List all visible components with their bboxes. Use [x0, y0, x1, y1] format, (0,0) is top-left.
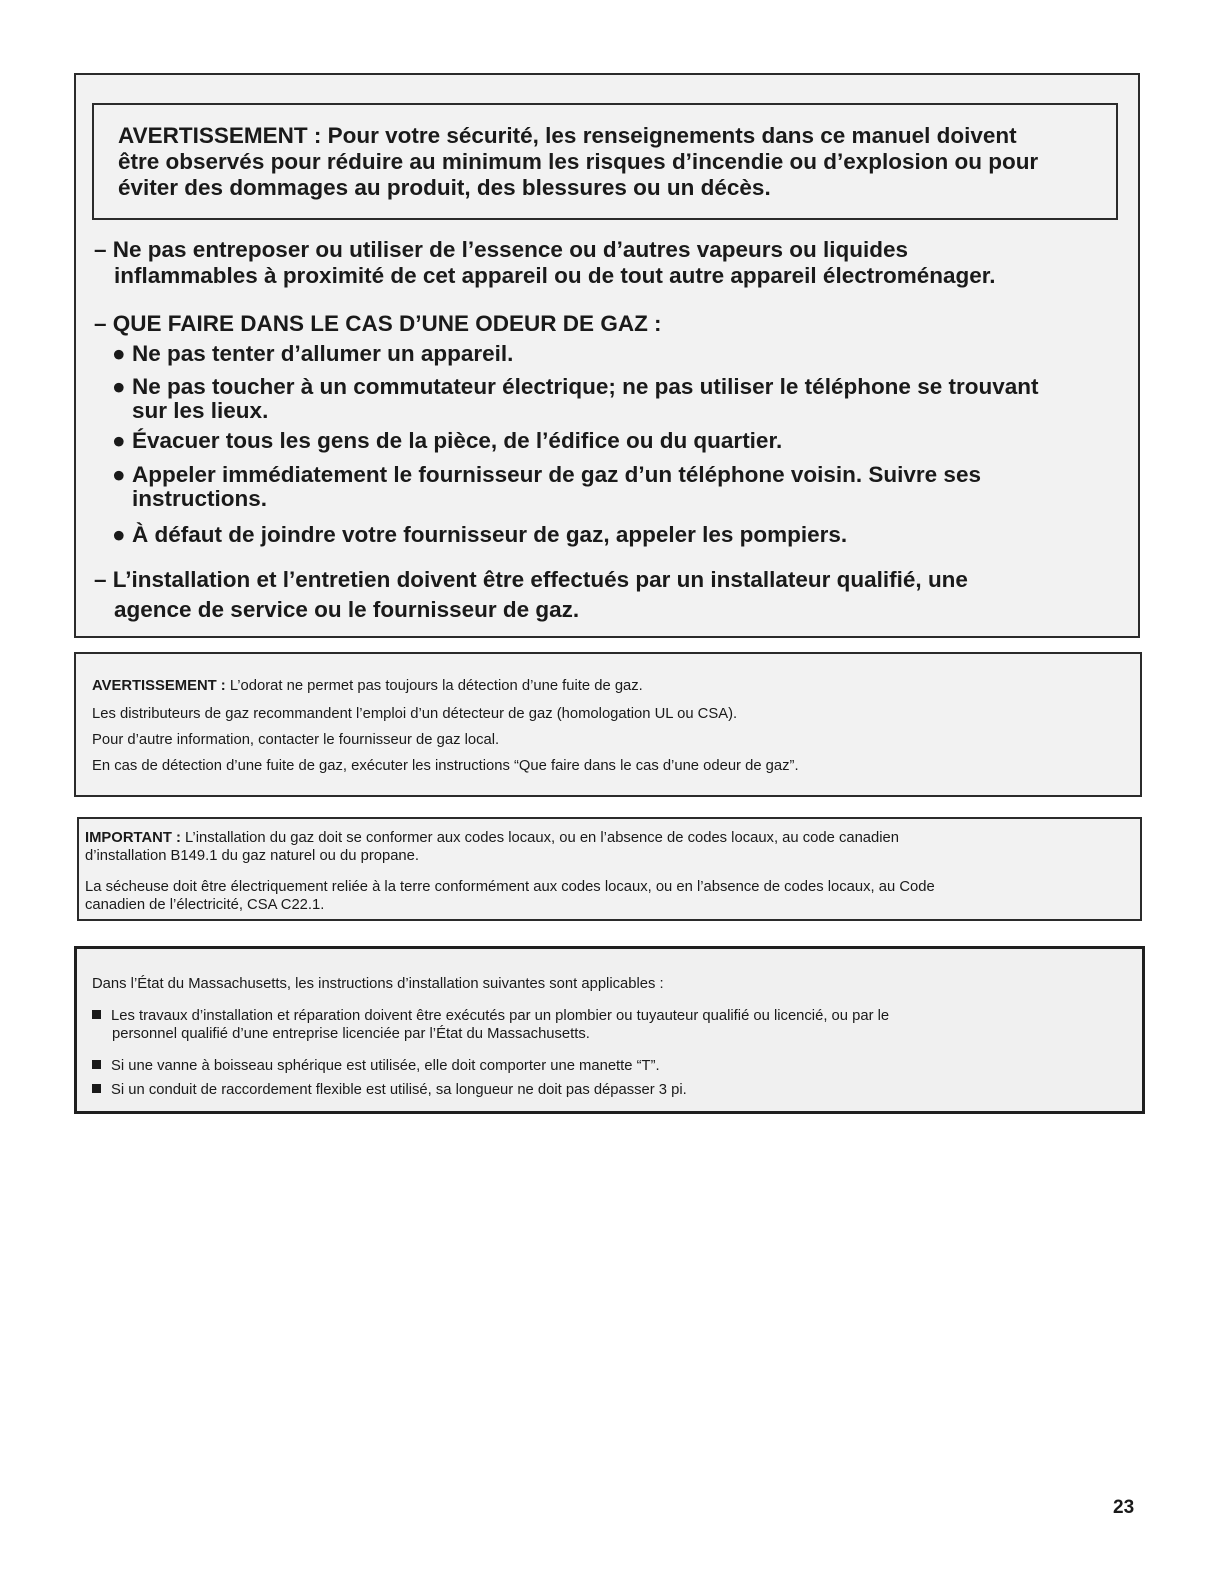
safety-warning-line-3: éviter des dommages au produit, des blessures ou un décès.	[118, 175, 771, 200]
massachusetts-list-item	[92, 1081, 1122, 1099]
bullet-line-1: Ne pas tenter d’allumer un appareil.	[132, 341, 514, 366]
odor-warning-line-3: Pour d’autre information, contacter le fournisseur de gaz local.	[92, 732, 500, 748]
page-number: 23	[1113, 1497, 1135, 1518]
bullet-item	[112, 523, 1112, 547]
important-label: IMPORTANT :	[85, 830, 181, 846]
bullet-line-2: instructions.	[132, 486, 268, 511]
safety-warning-line-1: AVERTISSEMENT : Pour votre sécurité, les renseignements dans ce manuel doivent	[118, 123, 1017, 148]
important-paragraph-2	[85, 878, 1125, 914]
important-para1-line-1	[85, 829, 1125, 847]
mass-item-line-1: Si une vanne à boisseau sphérique est utilisée, elle doit comporter une manette “T”.	[111, 1058, 660, 1074]
important-paragraph-1	[85, 829, 1125, 865]
bullet-dot-icon: ●	[112, 462, 126, 487]
square-bullet-icon	[92, 1060, 101, 1069]
mass-item-line-1: Les travaux d’installation et réparation doivent être exécutés par un plombier ou tuyauteur qualifié ou licencié, ou par le	[111, 1008, 890, 1024]
bullet-item	[112, 429, 1112, 453]
dash-item-line-1: – QUE FAIRE DANS LE CAS D’UNE ODEUR DE GAZ :	[94, 311, 662, 336]
bullet-line-1: Évacuer tous les gens de la pièce, de l’édifice ou du quartier.	[132, 428, 783, 453]
odor-warning-line-4: En cas de détection d’une fuite de gaz, exécuter les instructions “Que faire dans le cas d’une odeur de gaz”.	[92, 758, 799, 774]
odor-warning-text: L’odorat ne permet pas toujours la détection d’une fuite de gaz.	[225, 678, 643, 694]
bullet-line-1: À défaut de joindre votre fournisseur de gaz, appeler les pompiers.	[132, 522, 848, 547]
bullet-line-2: sur les lieux.	[132, 398, 269, 423]
dash-item-line-1: – Ne pas entreposer ou utiliser de l’essence ou d’autres vapeurs ou liquides	[94, 237, 909, 262]
odor-warning-line-2: Les distributeurs de gaz recommandent l’emploi d’un détecteur de gaz (homologation UL ou CSA).	[92, 706, 738, 722]
safety-warning-heading	[118, 123, 1108, 201]
important-para2-line-2: canadien de l’électricité, CSA C22.1.	[85, 897, 325, 913]
dash-item-line-2: agence de service ou le fournisseur de gaz.	[114, 597, 580, 622]
qualified-installer-instruction	[94, 565, 1114, 625]
bullet-item	[112, 463, 1112, 511]
no-flammable-storage-instruction	[94, 237, 1114, 289]
mass-item-line-2: personnel qualifié d’une entreprise licenciée par l’État du Massachusetts.	[112, 1026, 590, 1042]
safety-warning-line-2: être observés pour réduire au minimum les risques d’incendie ou d’explosion ou pour	[118, 149, 1039, 174]
dash-item-line-1: – L’installation et l’entretien doivent être effectués par un installateur qualifié, une	[94, 567, 968, 592]
important-para2-line-1: La sécheuse doit être électriquement reliée à la terre conformément aux codes locaux, ou en l’absence de codes locaux, au Code	[85, 879, 935, 895]
square-bullet-icon	[92, 1084, 101, 1093]
bullet-line-1: Appeler immédiatement le fournisseur de gaz d’un téléphone voisin. Suivre ses	[132, 462, 981, 487]
mass-item-line-1: Si un conduit de raccordement flexible est utilisé, sa longueur ne doit pas dépasser 3 pi.	[111, 1082, 687, 1098]
bullet-item	[112, 342, 1112, 366]
bullet-dot-icon: ●	[112, 374, 126, 399]
important-para1-line-2: d’installation B149.1 du gaz naturel ou du propane.	[85, 848, 419, 864]
bullet-line-1: Ne pas toucher à un commutateur électrique; ne pas utiliser le téléphone se trouvant	[132, 374, 1039, 399]
gas-detector-warning-box	[74, 652, 1142, 797]
important-para1-text: L’installation du gaz doit se conformer aux codes locaux, ou en l’absence de codes locaux, au code canadien	[180, 830, 900, 846]
odor-warning-line-1	[92, 677, 1122, 695]
bullet-dot-icon: ●	[112, 428, 126, 453]
bullet-dot-icon: ●	[112, 522, 126, 547]
bullet-item	[112, 375, 1112, 423]
odor-warning-label: AVERTISSEMENT :	[92, 678, 226, 694]
gas-odor-heading	[94, 311, 1114, 337]
dash-item-line-2: inflammables à proximité de cet appareil ou de tout autre appareil électroménager.	[114, 263, 996, 288]
massachusetts-intro: Dans l’État du Massachusetts, les instructions d’installation suivantes sont applicables :	[92, 976, 664, 992]
massachusetts-list-item	[92, 1057, 1122, 1075]
square-bullet-icon	[92, 1010, 101, 1019]
massachusetts-list-item	[92, 1007, 1122, 1043]
bullet-dot-icon: ●	[112, 341, 126, 366]
